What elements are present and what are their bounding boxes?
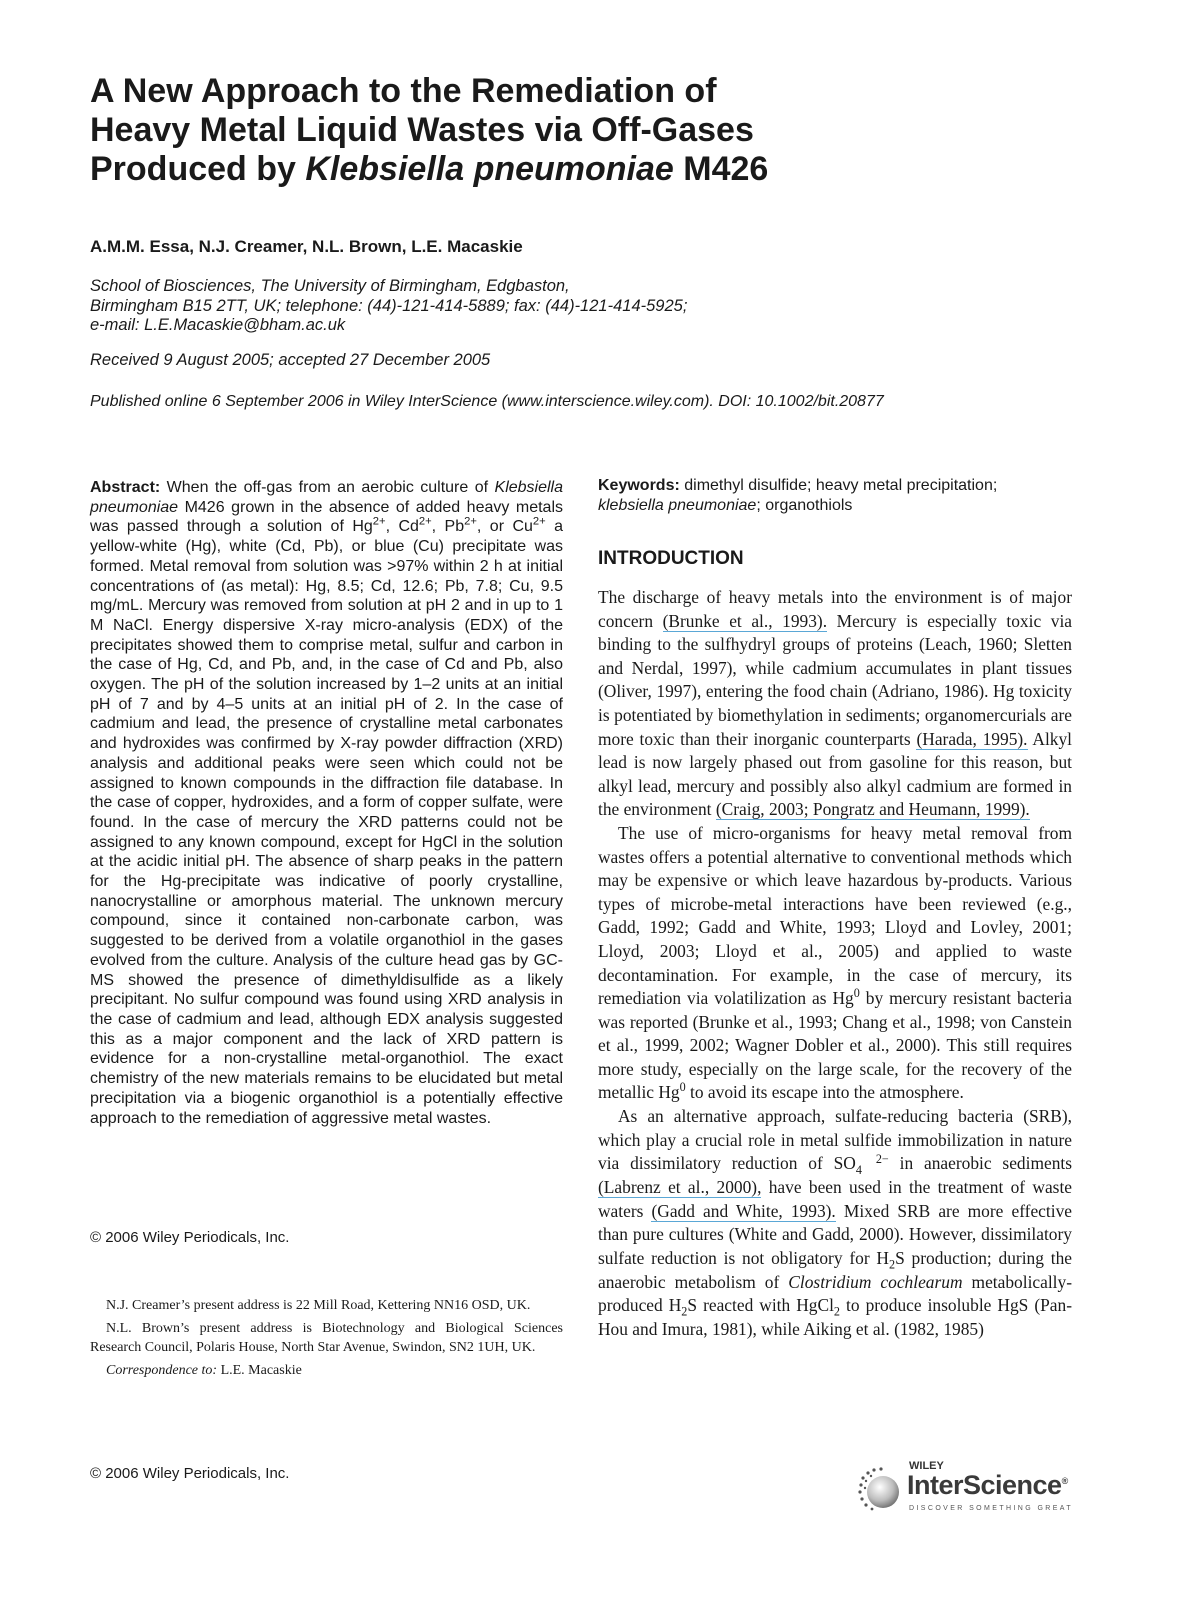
- intro-p3-text-b: in anaerobic sediments: [888, 1153, 1072, 1174]
- affiliation-email: e-mail: L.E.Macaskie@bham.ac.uk: [90, 316, 346, 334]
- affiliation-line-1: School of Biosciences, The University of Birmingham, Edgbaston,: [90, 277, 570, 295]
- intro-p1-text-b: Mercury is especially toxic via binding to the sulfhydryl groups of proteins (Leach, 1960; Sletten and Nerdal, 1997), while cadmium accumulates in plant tissues (Oliver, 1997), entering the food chain (Adriano, 1986). Hg toxicity is potentiated by biomethylation in sediments; organomercurials are more toxic than their inorganic counterparts: [598, 610, 1072, 749]
- subscript-two-3: 2: [833, 1304, 840, 1319]
- abstract: [90, 478, 563, 1128]
- intro-p3-text-c: have been used in the treatment of waste waters: [598, 1177, 1072, 1221]
- logo-tagline: DISCOVER SOMETHING GREAT: [909, 1505, 1074, 1512]
- intro-p2-text-b: by mercury resistant bacteria was reported (Brunke et al., 1993; Chang et al., 1998; von Canstein et al., 1999, 2002; Wagner Dobler et al., 2000). This still requires more study, especially on the large scale, for the recovery of the metallic Hg: [598, 988, 1072, 1103]
- intro-p2-text-c: to avoid its escape into the atmosphere.: [685, 1082, 964, 1103]
- wiley-interscience-logo: [857, 1460, 1077, 1520]
- abstract-ion-pb: , Pb: [431, 518, 465, 536]
- citation-link-gadd[interactable]: (Gadd and White, 1993).: [651, 1200, 836, 1221]
- intro-p3-text-a: As an alternative approach, sulfate-reducing bacteria (SRB), which play a crucial role in metal sulfide immobilization in nature via dissimilatory reduction of SO: [598, 1106, 1072, 1174]
- intro-p1-text-a: The discharge of heavy metals into the environment is of major concern: [598, 587, 1072, 631]
- citation-link-craig[interactable]: (Craig, 2003; Pongratz and Heumann, 1999).: [715, 799, 1030, 820]
- title-line-3-prefix: Produced by: [90, 150, 306, 188]
- intro-p3-text-d: Mixed SRB are more effective than pure cultures (White and Gadd, 2000). However, dissimilatory sulfate reduction is not obligatory for H: [598, 1200, 1072, 1268]
- logo-name: [907, 1470, 1068, 1501]
- footnote-correspondence: [90, 1361, 563, 1380]
- keywords-text-2: ; organothiols: [756, 497, 853, 514]
- intro-p3-text-f: metabolically-produced H: [598, 1271, 1072, 1316]
- intro-paragraph-2: [598, 822, 1072, 1105]
- intro-p3-text-h: to produce insoluble HgS (Pan-Hou and Imura, 1981), while Aiking et al. (1982, 1985): [598, 1295, 1073, 1339]
- affiliation-line-2: Birmingham B15 2TT, UK; telephone: (44)-121-414-5889; fax: (44)-121-414-5925;: [90, 296, 688, 315]
- title-line-2: Heavy Metal Liquid Wastes via Off-Gases: [90, 111, 754, 149]
- author-list: A.M.M. Essa, N.J. Creamer, N.L. Brown, L.E. Macaskie: [90, 237, 523, 256]
- abstract-text-1: When the off-gas from an aerobic culture of: [160, 479, 495, 496]
- title-species: Klebsiella pneumoniae: [305, 150, 674, 188]
- correspondence-name: L.E. Macaskie: [217, 1363, 302, 1378]
- logo-brand: WILEY: [909, 1460, 944, 1472]
- charge-cu: 2+: [532, 516, 546, 529]
- abstract-ion-cu: , or Cu: [476, 518, 533, 536]
- subscript-two: 2: [889, 1257, 896, 1272]
- intro-p1-text-c: Alkyl lead is now largely phased out from gasoline for this reason, but alkyl lead, mercury and possibly also alkyl cadmium are formed in the environment: [598, 728, 1073, 820]
- superscript-zero-2: 0: [679, 1080, 686, 1095]
- globe-icon: [857, 1466, 905, 1514]
- sulfate-subscript: 4: [855, 1163, 862, 1178]
- sulfate-charge: [856, 1154, 889, 1176]
- received-dates: Received 9 August 2005; accepted 27 December 2005: [90, 351, 491, 369]
- subscript-two-2: 2: [681, 1304, 688, 1319]
- intro-p2-text-a: The use of micro-organisms for heavy metal removal from wastes offers a potential alternative to conventional methods which may be expensive or which leave hazardous by-products. Various types of microbe-metal interactions have been reviewed (e.g., Gadd, 1992; Gadd and White, 1993; Lloyd and Lovley, 2001; Lloyd, 2003; Lloyd et al., 2005) and applied to waste decontamination. For example, in the case of mercury, its remediation via volatilization as Hg: [598, 822, 1072, 1009]
- abstract-label: Abstract:: [90, 479, 161, 496]
- intro-p3-text-g: S reacted with HgCl: [687, 1295, 834, 1316]
- sulfate-superscript: 2−: [875, 1152, 889, 1167]
- introduction-body: [598, 586, 1072, 1341]
- section-heading-introduction: INTRODUCTION: [598, 548, 744, 569]
- abstract-ion-cd: , Cd: [385, 518, 419, 536]
- keywords-species: klebsiella pneumoniae: [598, 497, 757, 514]
- abstract-species: Klebsiella pneumoniae: [90, 479, 563, 516]
- abstract-text-3: a yellow-white (Hg), white (Cd, Pb), or blue (Cu) precipitate was formed. Metal removal from solution was >97% within 2 h at initial concentrations of (as metal): Hg, 8.5; Cd, 12.6; Pb, 7.8; Cu, 9.5 mg/mL. Mercury was removed from solution at pH 2 and in up to 1 M NaCl. Energy dispersive X-ray micro-analysis (EDX) of the precipitates showed them to comprise metal, sulfur and carbon in the case of Hg, Cd, and Pb, and, in the case of Cd and Pb, also oxygen. The pH of the solution increased by 1–2 units at an initial pH of 7 and by 4–5 units at an initial pH of 2. In the case of cadmium and lead, the presence of crystalline metal carbonates and hydroxides was confirmed by X-ray powder diffraction (XRD) analysis and additional peaks were seen which could not be assigned to known compounds in the diffraction file database. In the case of copper, hydroxides, and a form of copper sulfate, were found. In the case of mercury the XRD patterns could not be assigned to any known compound, except for HgCl in the solution at the acidic initial pH. The absence of sharp peaks in the pattern for the Hg-precipitate was indicative of poorly crystalline, nanocrystalline or amorphous material. The unknown mercury compound, since it contained non-carbonate carbon, was suggested to be derived from a volatile organothiol in the gases evolved from the culture. Analysis of the culture head gas by GC-MS showed the presence of dimethyldisulfide as a likely precipitant. No sulfur compound was found using XRD analysis in the case of cadmium and lead, although EDX analysis suggested this as a major component and the lack of XRD pattern is evidence for a non-crystalline metal-organothiol. The exact chemistry of the new materials remains to be elucidated but metal precipitation via a biogenic organothiol is a potentially effective approach to the remediation of aggressive metal wastes.: [90, 518, 564, 1127]
- citation-link-brunke[interactable]: (Brunke et al., 1993).: [662, 610, 828, 631]
- footer-copyright: © 2006 Wiley Periodicals, Inc.: [90, 1465, 290, 1482]
- title-line-3-suffix: M426: [673, 150, 769, 188]
- species-clostridium: Clostridium cochlearum: [788, 1271, 963, 1292]
- intro-paragraph-1: [598, 586, 1072, 822]
- keywords-label: Keywords:: [598, 477, 680, 494]
- charge-cd: 2+: [418, 516, 432, 529]
- charge-hg: 2+: [372, 516, 386, 529]
- affiliation: [90, 277, 1090, 336]
- footnotes: [90, 1296, 563, 1384]
- citation-link-harada[interactable]: (Harada, 1995).: [916, 728, 1028, 749]
- publication-info: Published online 6 September 2006 in Wiley InterScience (www.interscience.wiley.com). DOI: 10.1002/bit.20877: [90, 393, 884, 410]
- logo-name-text: InterScience: [907, 1470, 1062, 1500]
- title-line-1: A New Approach to the Remediation of: [90, 72, 717, 110]
- intro-p3-text-e: S production; during the anaerobic metabolism of: [598, 1248, 1072, 1292]
- footnote-creamer: N.J. Creamer’s present address is 22 Mill Road, Kettering NN16 OSD, UK.: [106, 1298, 531, 1313]
- abstract-text-2: M426 grown in the absence of added heavy metals was passed through a solution of Hg: [90, 498, 563, 536]
- logo-registered: ®: [1061, 1476, 1068, 1486]
- abstract-copyright: © 2006 Wiley Periodicals, Inc.: [90, 1229, 290, 1246]
- keywords-text-1: dimethyl disulfide; heavy metal precipitation;: [679, 477, 998, 494]
- keywords: [598, 476, 1072, 516]
- citation-link-labrenz[interactable]: (Labrenz et al., 2000),: [598, 1177, 762, 1198]
- article-title: [90, 72, 1090, 189]
- intro-paragraph-3: [598, 1105, 1072, 1341]
- superscript-zero: 0: [853, 986, 860, 1001]
- charge-pb: 2+: [464, 516, 477, 529]
- correspondence-label: Correspondence to:: [106, 1363, 218, 1378]
- footnote-brown: N.L. Brown’s present address is Biotechnology and Biological Sciences Research Council, Polaris House, North Star Avenue, Swindon, SN2 1UH, UK.: [90, 1321, 563, 1355]
